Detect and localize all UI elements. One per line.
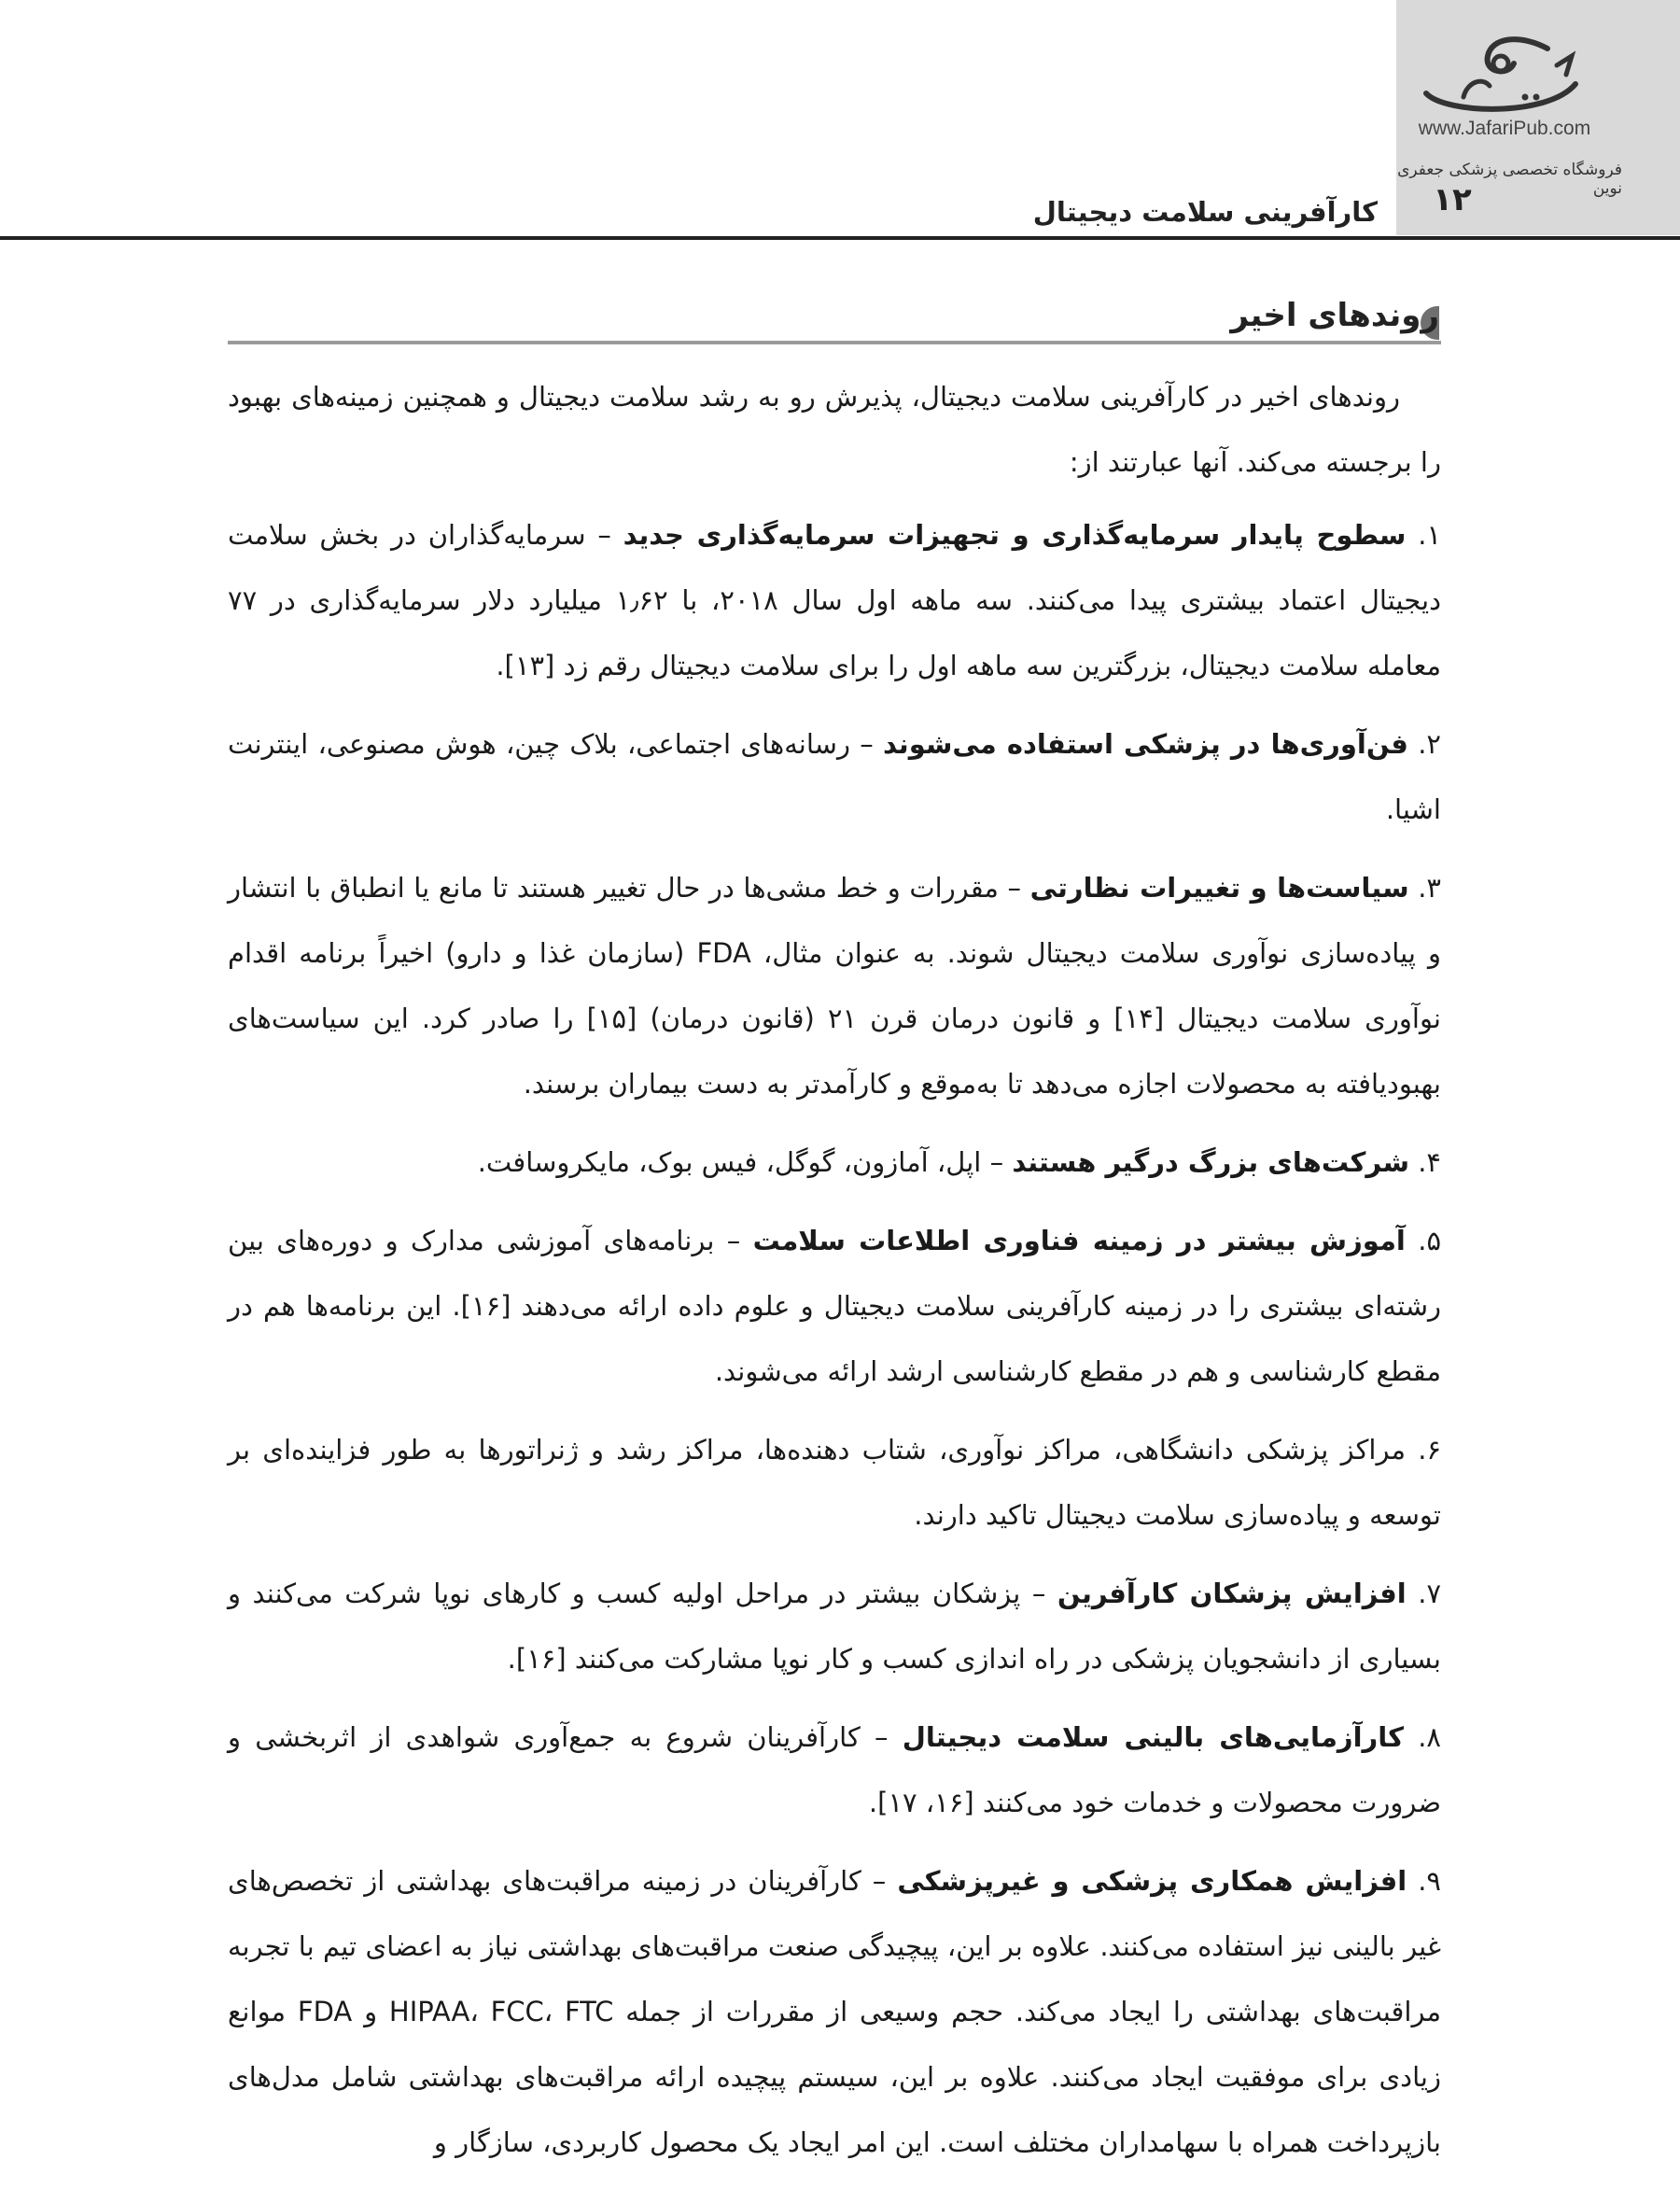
item-number: ۵. [1418, 1225, 1442, 1256]
item-text: برنامه‌های آموزشی مدارک و دوره‌های بین رشته‌ای بیشتری را در زمینه کارآفرینی سلامت دیجیتال و علوم داده ارائه می‌دهند [۱۶]. این برنامه‌ها هم در مقطع کارشناسی و هم در مقطع کارشناسی ارشد ارائه می‌شوند. [228, 1225, 1441, 1387]
item-label: سطوح پایدار سرمایه‌گذاری و تجهیزات سرمایه‌گذاری جدید [623, 519, 1407, 551]
heading-underline [228, 341, 1441, 344]
item-text: کارآفرینان شروع به جمع‌آوری شواهدی از اثربخشی و ضرورت محصولات و خدمات خود می‌کنند [۱۶، ۱۷]. [228, 1721, 1441, 1818]
item-text: مراکز پزشکی دانشگاهی، مراکز نوآوری، شتاب دهنده‌ها، مراکز رشد و ژنراتورها به طور فزاینده‌ای بر توسعه و پیاده‌سازی سلامت دیجیتال تاکید دارند. [228, 1434, 1441, 1531]
item-label: سیاست‌ها و تغییرات نظارتی [1029, 872, 1409, 904]
item-text: پزشکان بیشتر در مراحل اولیه کسب و کارهای نوپا شرکت می‌کنند و بسیاری از دانشجویان پزشکی در راه اندازی کسب و کار نوپا مشارکت می‌کنند [۱۶]. [228, 1578, 1441, 1675]
list-item [228, 1208, 1441, 1404]
item-text: مقررات و خط مشی‌ها در حال تغییر هستند تا مانع یا انطباق با انتشار و پیاده‌سازی نوآوری سلامت دیجیتال شوند. به عنوان مثال، FDA (سازمان غذا و دارو) اخیراً برنامه اقدام نوآوری سلامت دیجیتال [۱۴] و قانون درمان قرن ۲۱ (قانون درمان) [۱۵] را صادر کرد. این سیاست‌های بهبودیافته به محصولات اجازه می‌دهد تا به‌موقع و کارآمدتر به دست بیماران برسند. [228, 872, 1442, 1100]
item-text: سرمایه‌گذاران در بخش سلامت دیجیتال اعتماد بیشتری پیدا می‌کنند. سه ماهه اول سال ۲۰۱۸، با ۱٫۶۲ میلیارد دلار سرمایه‌گذاری در ۷۷ معامله سلامت دیجیتال، بزرگترین سه ماهه اول را برای سلامت دیجیتال رقم زد [۱۳]. [228, 519, 1441, 681]
item-separator: – [860, 1721, 903, 1753]
item-label: افزایش پزشکان کارآفرین [1057, 1578, 1407, 1609]
publisher-url: www.JafariPub.com [1418, 118, 1591, 139]
list-item [228, 1129, 1441, 1195]
item-text: رسانه‌های اجتماعی، بلاک چین، هوش مصنوعی، اینترنت اشیا. [228, 728, 1441, 825]
item-number: ۶. [1418, 1434, 1442, 1466]
item-label: آموزش بیشتر در زمینه فناوری اطلاعات سلامت [752, 1225, 1406, 1256]
item-separator: – [714, 1225, 753, 1256]
item-text: اپل، آمازون، گوگل، فیس بوک، مایکروسافت. [477, 1146, 982, 1178]
item-number: ۹. [1418, 1865, 1441, 1897]
item-label: فن‌آوری‌ها در پزشکی استفاده می‌شوند [883, 728, 1408, 760]
publisher-store-name: فروشگاه تخصصی پزشکی جعفری نوین [1397, 161, 1622, 198]
body-text [228, 364, 1441, 2188]
running-header-title: کارآفرینی سلامت دیجیتال [1032, 196, 1378, 228]
list-item [228, 1561, 1441, 1691]
item-label: افزایش همکاری پزشکی و غیرپزشکی [897, 1865, 1407, 1897]
intro-paragraph: روندهای اخیر در کارآفرینی سلامت دیجیتال، پذیرش رو به رشد سلامت دیجیتال و همچنین زمینه‌های بهبود را برجسته می‌کند. آنها عبارتند از: [228, 381, 1441, 478]
list-item [228, 855, 1441, 1116]
page-number: ۱۲ [1433, 181, 1472, 218]
list-item [228, 502, 1441, 698]
item-number: ۱. [1418, 519, 1442, 551]
item-separator: – [849, 728, 884, 760]
list-item [228, 711, 1441, 842]
item-text: کارآفرینان در زمینه مراقبت‌های بهداشتی از تخصص‌های غیر بالینی نیز استفاده می‌کنند. علاوه بر این، پیچیدگی صنعت مراقبت‌های بهداشتی نیاز به اعضای تیم با تجربه مراقبت‌های بهداشتی را ایجاد می‌کند. حجم وسیعی از مقررات از جمله HIPAA، FCC، FTC و FDA موانع زیادی برای موفقیت ایجاد می‌کنند. علاوه بر این، سیستم پیچیده ارائه مراقبت‌های بهداشتی شامل مدل‌های بازپرداخت همراه با سهامداران مختلف است. این امر ایجاد یک محصول کاربردی، سازگار و [228, 1865, 1441, 2158]
item-number: ۷. [1418, 1578, 1442, 1609]
publisher-logo-icon [1407, 28, 1594, 131]
item-label: شرکت‌های بزرگ درگیر هستند [1012, 1146, 1409, 1178]
item-separator: – [585, 519, 623, 551]
list-item [228, 1704, 1441, 1835]
item-separator: – [981, 1146, 1013, 1178]
section-heading: روندهای اخیر [1230, 297, 1439, 334]
item-number: ۲. [1418, 728, 1441, 760]
item-separator: – [861, 1865, 898, 1897]
header-divider [0, 236, 1680, 240]
item-label: کارآزمایی‌های بالینی سلامت دیجیتال [902, 1721, 1404, 1753]
item-separator: – [998, 872, 1030, 904]
list-item [228, 1848, 1441, 2175]
list-item [228, 1417, 1441, 1548]
item-separator: – [1020, 1578, 1057, 1609]
item-number: ۴. [1418, 1146, 1441, 1178]
item-number: ۸. [1418, 1721, 1441, 1753]
item-number: ۳. [1418, 872, 1441, 904]
